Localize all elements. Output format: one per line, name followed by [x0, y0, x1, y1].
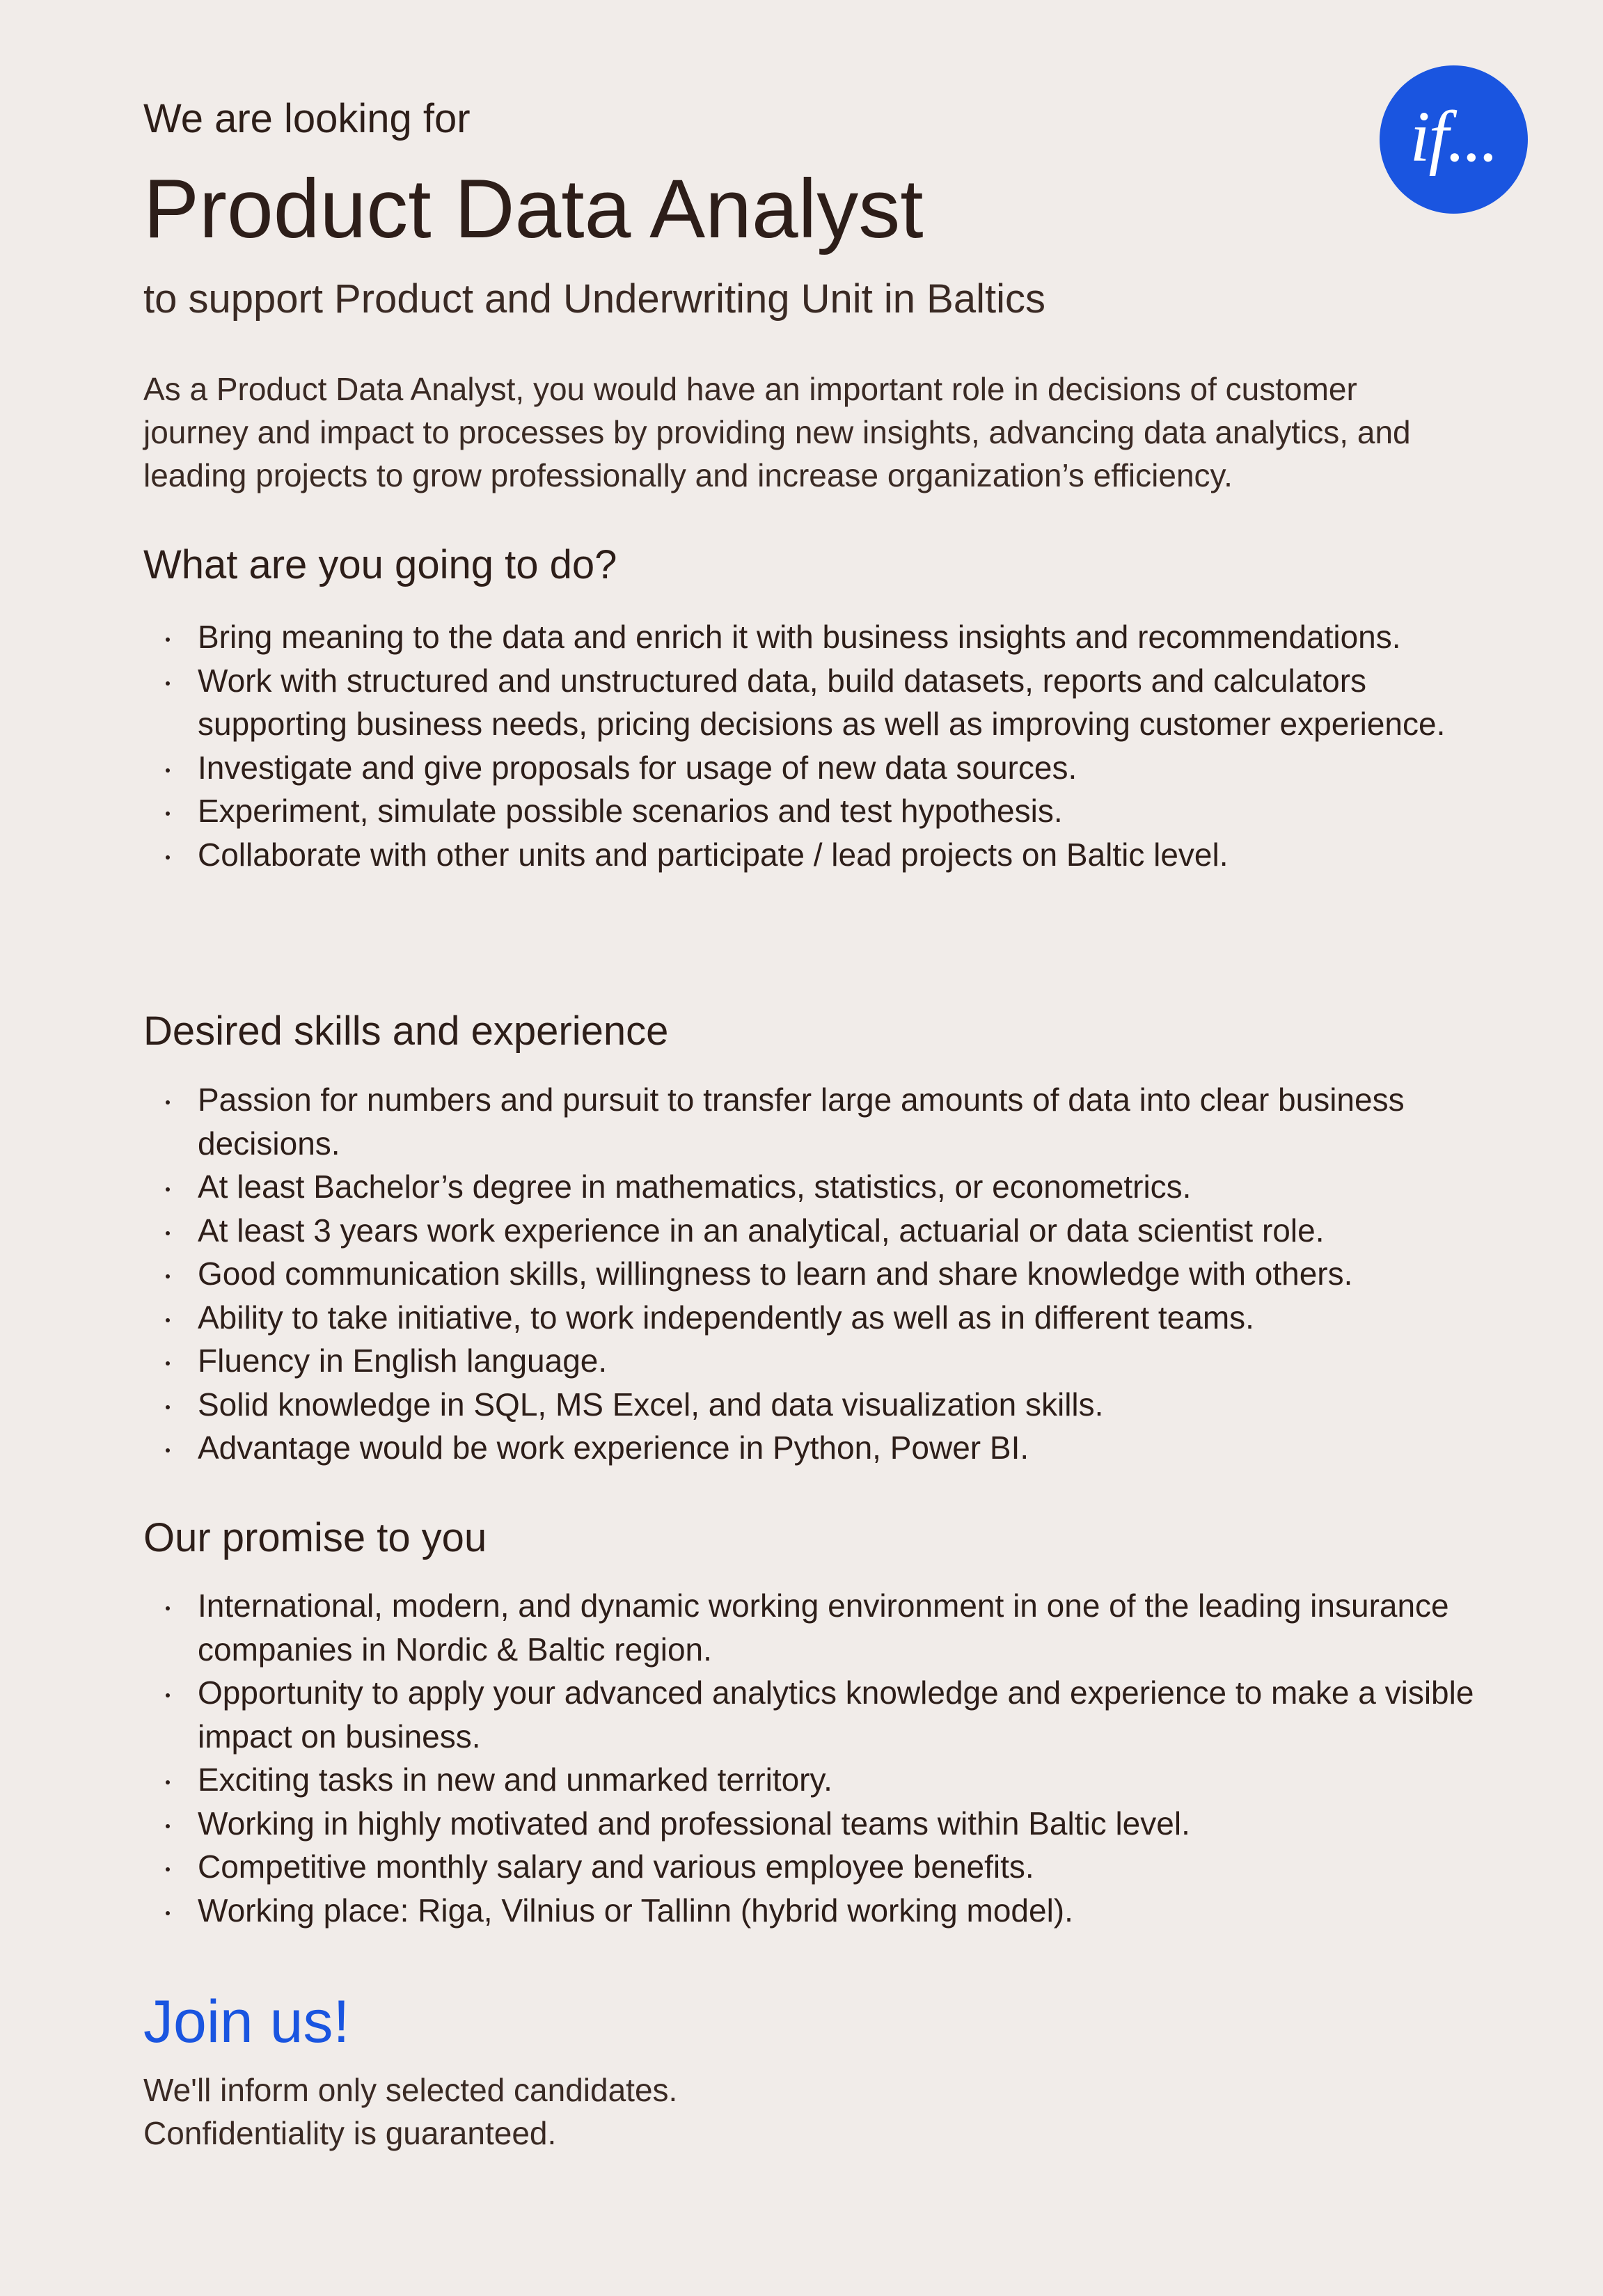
job-subtitle: to support Product and Underwriting Unit in Baltics [143, 276, 1045, 322]
job-description: As a Product Data Analyst, you would have an important role in decisions of customer journey and impact to processes by providing new insights, advancing data analytics, and leading projects to grow professionally and increase organization’s efficiency. [143, 371, 1411, 493]
list-item: Competitive monthly salary and various employee benefits. [143, 1845, 1480, 1889]
list-item: Solid knowledge in SQL, MS Excel, and data visualization skills. [143, 1383, 1480, 1427]
list-item: Ability to take initiative, to work independently as well as in different teams. [143, 1296, 1480, 1340]
list-item: Passion for numbers and pursuit to transfer large amounts of data into clear business decisions. [143, 1078, 1480, 1165]
footer-line-2: Confidentiality is guaranteed. [143, 2115, 557, 2151]
list-item: Working place: Riga, Vilnius or Tallinn (hybrid working model). [143, 1889, 1480, 1933]
list-item: Working in highly motivated and professional teams within Baltic level. [143, 1802, 1480, 1846]
tasks-list [143, 615, 1480, 876]
list-item: Experiment, simulate possible scenarios and test hypothesis. [143, 789, 1480, 833]
list-item: Advantage would be work experience in Python, Power BI. [143, 1426, 1480, 1470]
section-title-skills: Desired skills and experience [143, 1008, 669, 1054]
job-title: Product Data Analyst [143, 162, 924, 255]
list-item: Investigate and give proposals for usage of new data sources. [143, 746, 1480, 790]
list-item: Bring meaning to the data and enrich it with business insights and recommendations. [143, 615, 1480, 659]
list-item: Collaborate with other units and participate / lead projects on Baltic level. [143, 833, 1480, 877]
list-item: Exciting tasks in new and unmarked territory. [143, 1758, 1480, 1802]
list-item: Work with structured and unstructured data, build datasets, reports and calculators supporting business needs, pricing decisions as well as improving customer experience. [143, 659, 1480, 746]
if-logo [1380, 65, 1528, 214]
list-item: International, modern, and dynamic working environment in one of the leading insurance companies in Nordic & Baltic region. [143, 1584, 1480, 1671]
intro-text: We are looking for [143, 96, 471, 141]
footer-line-1: We'll inform only selected candidates. [143, 2072, 678, 2108]
skills-list [143, 1078, 1480, 1470]
section-title-promise: Our promise to you [143, 1515, 487, 1560]
list-item: At least Bachelor’s degree in mathematics, statistics, or econometrics. [143, 1165, 1480, 1209]
list-item: Fluency in English language. [143, 1339, 1480, 1383]
footer-note [143, 2068, 677, 2155]
promise-list [143, 1584, 1480, 1932]
if-logo-text: if... [1409, 96, 1498, 177]
list-item: Good communication skills, willingness to learn and share knowledge with others. [143, 1252, 1480, 1296]
list-item: At least 3 years work experience in an analytical, actuarial or data scientist role. [143, 1209, 1480, 1253]
join-us-heading: Join us! [143, 1988, 350, 2055]
list-item: Opportunity to apply your advanced analytics knowledge and experience to make a visible impact on business. [143, 1671, 1480, 1758]
section-title-tasks: What are you going to do? [143, 542, 617, 587]
